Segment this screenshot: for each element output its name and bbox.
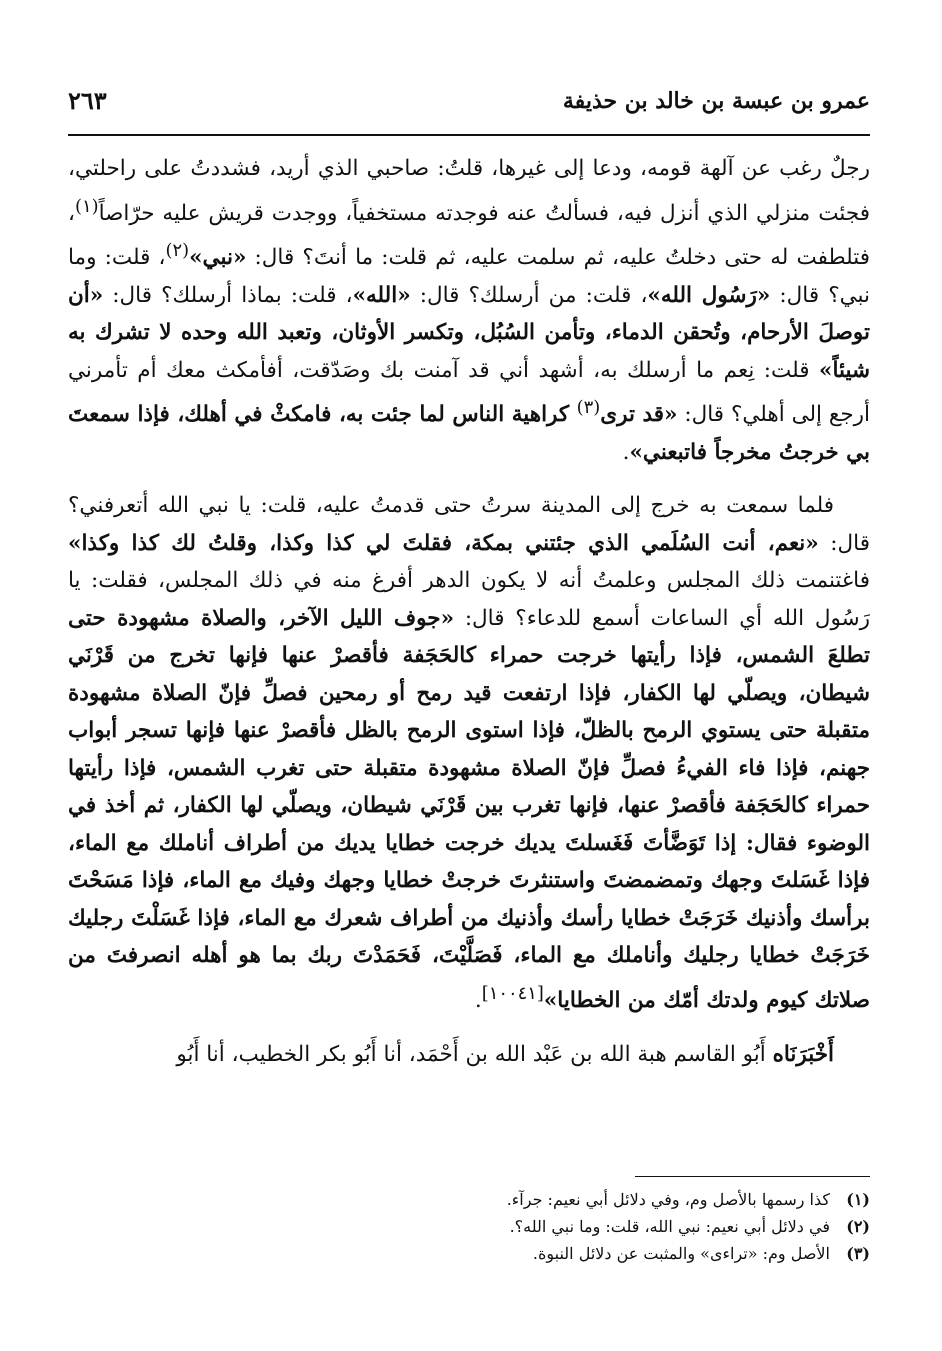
prophet-quote: «نبي» bbox=[189, 245, 247, 271]
text-segment: فلما سمعت به خرج إلى المدينة سرتُ حتى قدمتُ عليه، قلت: يا نبي الله أتعرفني؟ قال: bbox=[68, 493, 870, 556]
footnote-number: (٣) bbox=[846, 1244, 870, 1263]
prophet-quote: كراهية الناس لما جئت به، فامكثْ في أهلك، فإذا سمعتَ بي خرجتُ مخرجاً فاتبعني» bbox=[68, 402, 870, 465]
footnote-text: الأصل وم: «تراءى» والمثبت عن دلائل النبوة. bbox=[532, 1244, 830, 1263]
paragraph-2 bbox=[68, 487, 870, 1019]
paragraph-1 bbox=[68, 150, 870, 471]
prophet-quote: «أن توصلَ الأرحام، وتُحقن الدماء، وتأمن السُبُل، وتكسر الأوثان، وتعبد الله وحده لا تشرك به شيئاً» bbox=[68, 282, 870, 383]
footnote bbox=[68, 1186, 870, 1213]
footnote-ref: (٣) bbox=[576, 397, 601, 419]
prophet-quote: «رَسُول الله» bbox=[647, 282, 771, 308]
footnote-ref: (١) bbox=[74, 195, 99, 217]
footnote-text: كذا رسمها بالأصل وم، وفي دلائل أبي نعيم: جرآء. bbox=[506, 1190, 830, 1209]
footnote bbox=[68, 1213, 870, 1240]
main-text bbox=[68, 150, 870, 1089]
running-title: عمرو بن عبسة بن خالد بن حذيفة bbox=[562, 88, 870, 114]
text-segment: ، فتلطفت له حتى دخلتُ عليه، ثم سلمت عليه، ثم قلت: ما أنتَ؟ قال: bbox=[68, 200, 870, 271]
header-rule bbox=[68, 134, 870, 136]
page-number: ٢٦٣ bbox=[68, 86, 107, 115]
isnad-keyword: أَخْبَرَنَاه bbox=[772, 1041, 834, 1067]
footnote-number: (٢) bbox=[846, 1217, 870, 1236]
footnotes bbox=[68, 1186, 870, 1267]
text-segment: ، قلت: وما نبي؟ قال: bbox=[68, 245, 870, 308]
paragraph-3 bbox=[68, 1036, 870, 1074]
text-segment: فاغتنمت ذلك المجلس وعلمتُ أنه لا يكون الدهر أفرغ منه في ذلك المجلس، فقلت: يا رَسُول الله أي الساعات أسمع للدعاء؟ قال: bbox=[68, 568, 870, 631]
text-segment: . bbox=[622, 439, 630, 465]
text-segment: ، قلت: بماذا أرسلك؟ قال: bbox=[103, 282, 353, 308]
hadith-number: [١٠٠٤١] bbox=[481, 982, 544, 1004]
footnote-number: (١) bbox=[846, 1190, 870, 1209]
footnote-text: في دلائل أبي نعيم: نبي الله، قلت: وما نبي الله؟. bbox=[509, 1217, 830, 1236]
text-segment: رجلٌ رغب عن آلهة قومه، ودعا إلى غيرها، قلتُ: صاحبي الذي أريد، فشددتُ على راحلتي، فجئت منزلي الذي أنزل فيه، فسألتُ عنه فوجدته مستخفياً، ووجدت قريش عليه حرّاصاً bbox=[68, 156, 870, 226]
text-segment: أَبُو القاسم هبة الله بن عَبْد الله بن أَحْمَد، أنا أَبُو بكر الخطيب، أنا أَبُو bbox=[176, 1041, 773, 1067]
text-segment: . bbox=[474, 988, 482, 1014]
footnote-rule bbox=[635, 1176, 870, 1177]
text-segment: ، قلت: من أرسلك؟ قال: bbox=[410, 282, 648, 308]
prophet-quote: «قد ترى bbox=[600, 402, 678, 428]
footnote-ref: (٢) bbox=[165, 240, 190, 262]
page-header bbox=[68, 78, 870, 134]
prophet-quote: «الله» bbox=[352, 282, 411, 308]
footnote bbox=[68, 1240, 870, 1267]
prophet-quote: «نعم، أنت السُلَمي الذي جئتني بمكة، فقلتَ لي كذا وكذا، وقلتُ لك كذا وكذا» bbox=[68, 530, 819, 556]
prophet-quote: «جوف الليل الآخر، والصلاة مشهودة حتى تطلعَ الشمس، فإذا رأيتها خرجت حمراء كالحَجَفة فأقصرْ عنها فإنها تخرج من قَرْنَي شيطان، ويصلّي لها الكفار، فإذا ارتفعت قيد رمح أو رمحين فصلِّ فإنّ الصلاة مشهودة متقبلة حتى يستوي الرمح بالظلّ، فإذا استوى الرمح بالظل فأقصرْ عنها فإنها تسجر أبواب جهنم، فإذا فاء الفيءُ فصلِّ فإنّ الصلاة مشهودة متقبلة حتى تغرب الشمس، فإذا رأيتها حمراء كالحَجَفة فأقصرْ عنها، فإنها تغرب بين قَرْنَي شيطان، ويصلّي لها الكفار، ثم أخذ في الوضوء فقال: إذا تَوَضَّأتَ فَغَسلتَ يديك خرجت خطايا يديك من أطراف أناملك مع الماء، فإذا غَسَلتَ وجهك وتمضمضتَ واستنثرتَ خرجتْ خطايا وجهك وفيك مع الماء، فإذا مَسَحْتَ برأسك وأذنيك خَرَجَتْ خطايا رأسك وأذنيك من أطراف شعرك مع الماء، فإذا غَسَلْتَ رجليك خَرَجَتْ خطايا رجليك وأناملك مع الماء، فَصَلَّيْتَ، فَحَمَدْتَ ربك بما هو أهله انصرفتَ من صلاتك كيوم ولدتك أمّك من الخطايا» bbox=[68, 605, 870, 1014]
text-segment: قلت: نِعم ما أرسلك به، أشهد أني قد آمنت بك وصَدّقت، أفأمكث معك أم تأمرني أرجع إلى أهلي؟ قال: bbox=[68, 357, 870, 428]
